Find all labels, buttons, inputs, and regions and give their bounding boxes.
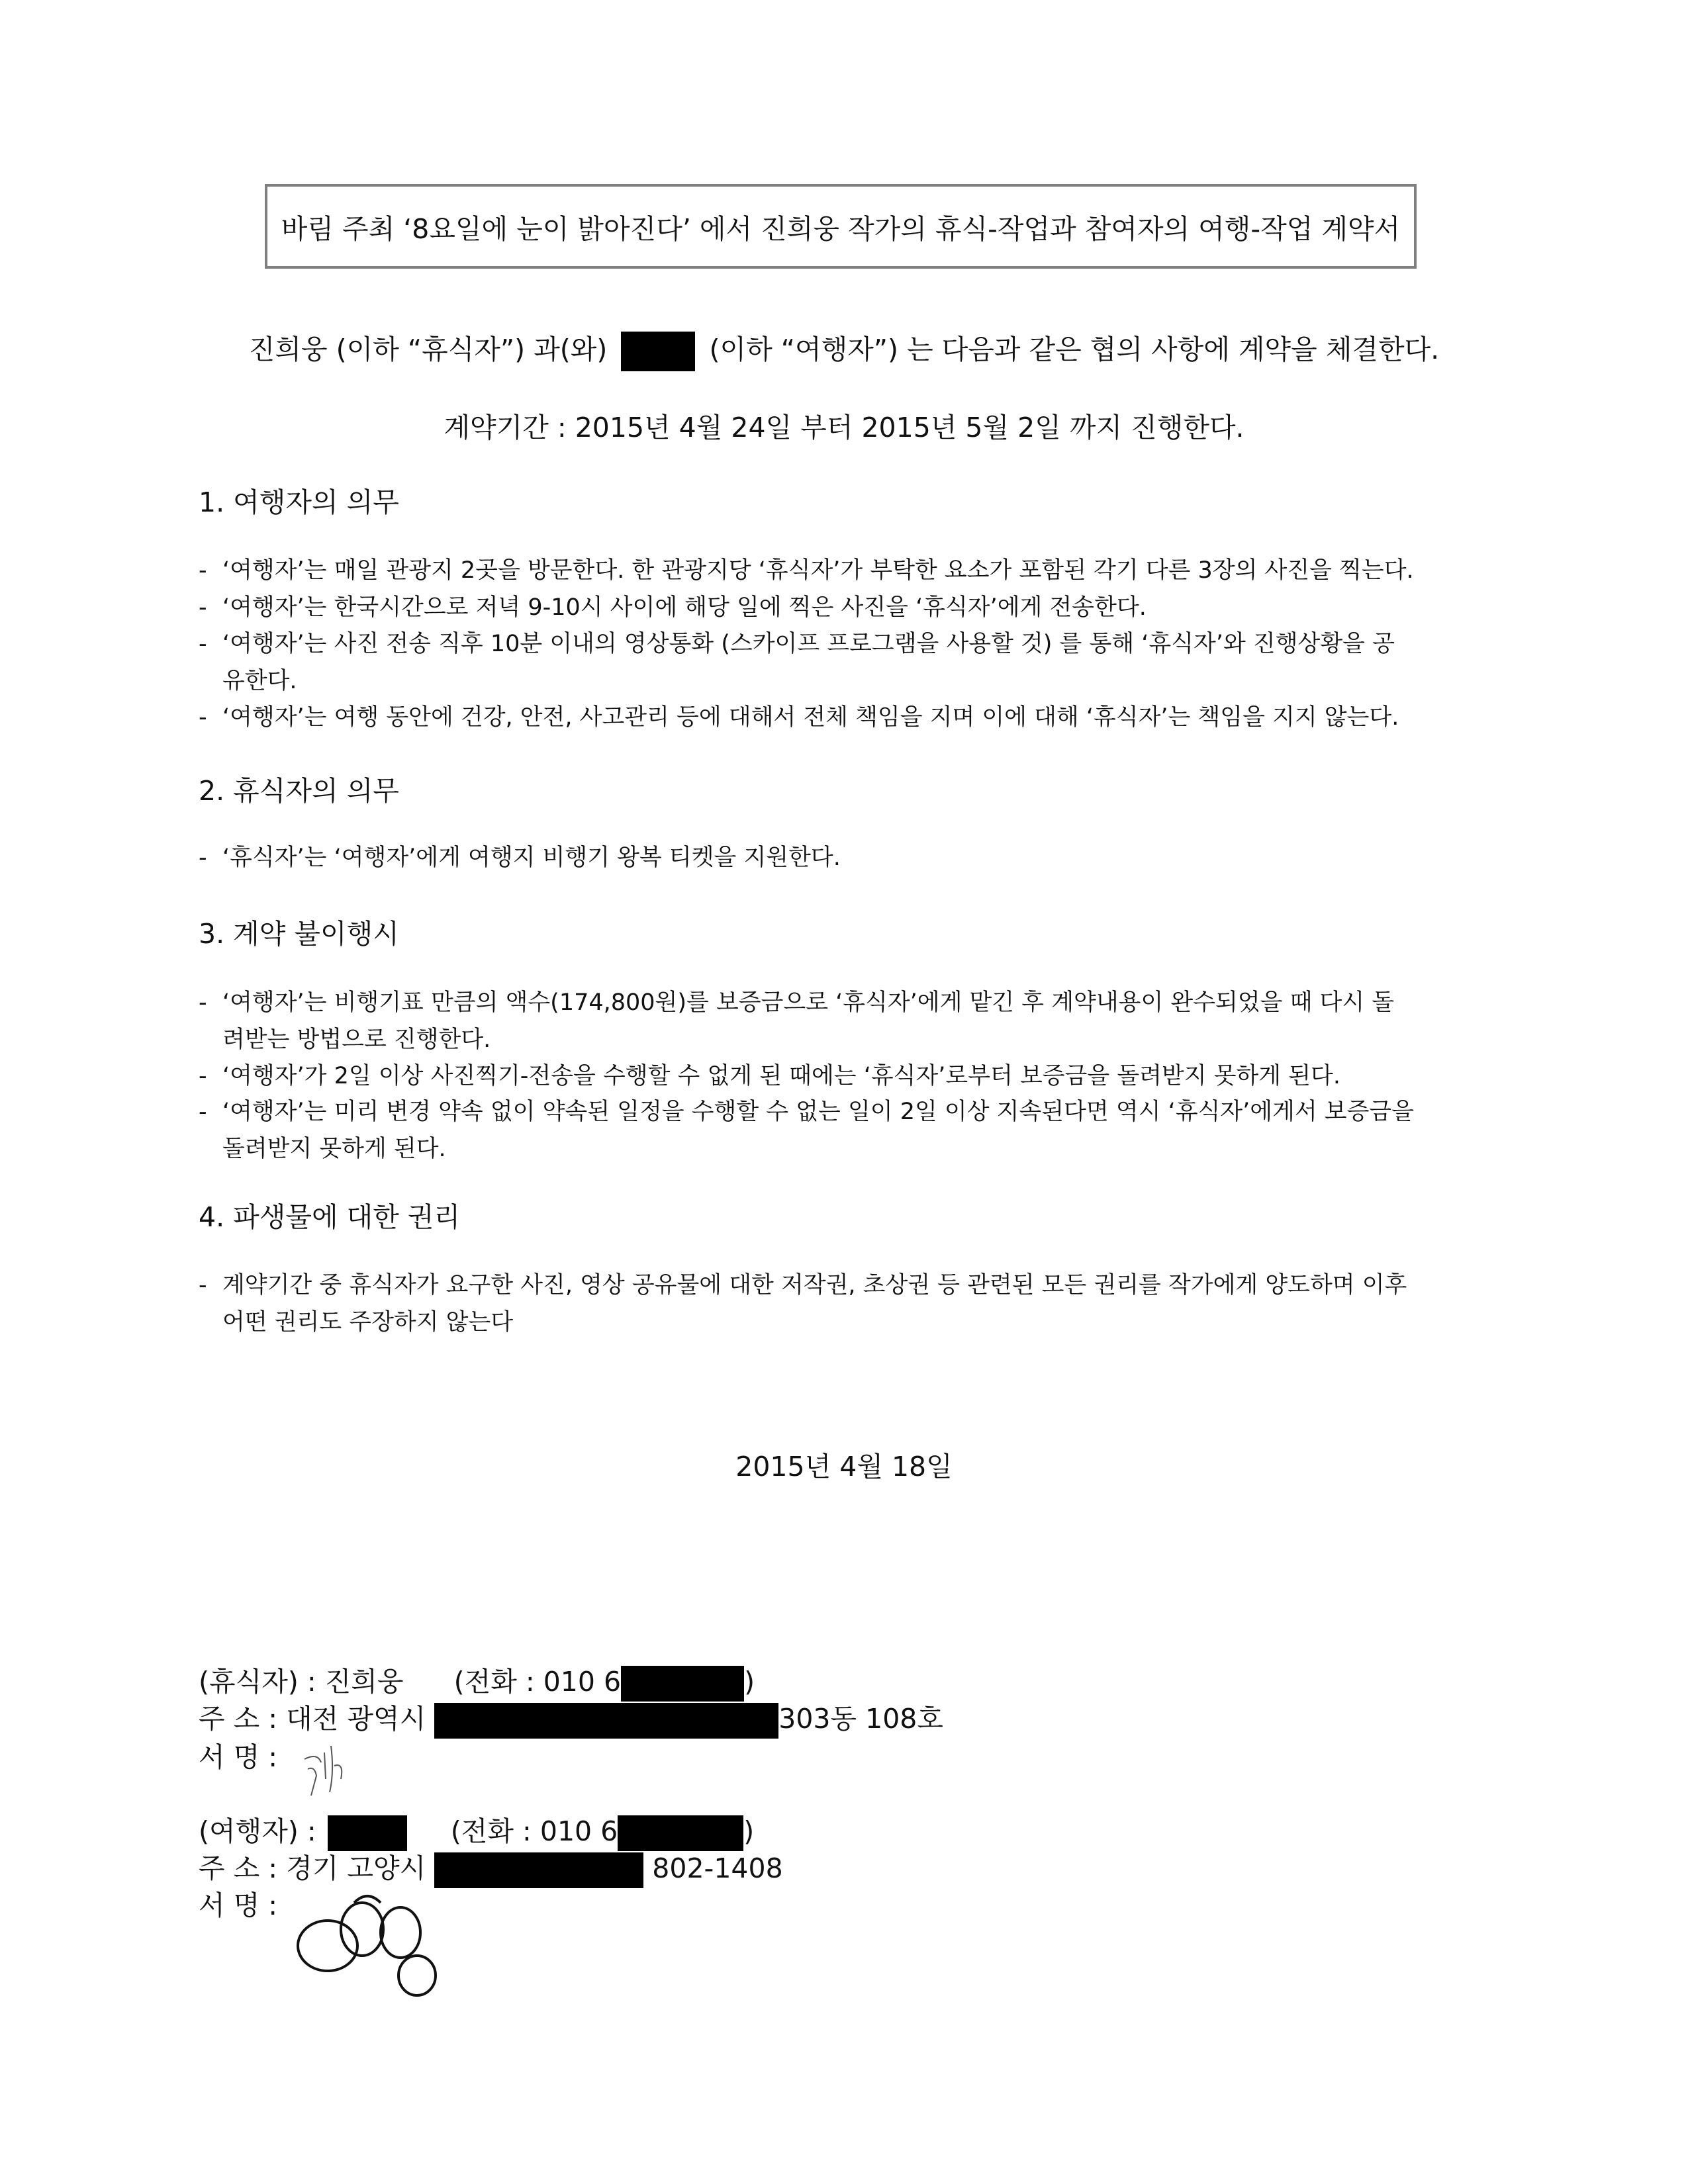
bullet-dash: - bbox=[199, 594, 207, 621]
section-3-item-2-text: ‘여행자’가 2일 이상 사진찍기-전송을 수행할 수 없게 된 때에는 ‘휴식자’로부터 보증금을 돌려받지 못하게 된다. bbox=[222, 1063, 1340, 1089]
traveler-name-line bbox=[199, 1809, 754, 1851]
bullet-dash: - bbox=[199, 989, 207, 1016]
traveler-phone-suffix: ) bbox=[743, 1815, 755, 1847]
section-4-item-1-text: 계약기간 중 휴식자가 요구한 사진, 영상 공유물에 대한 저작권, 초상권 등 관련된 모든 권리를 작가에게 양도하며 이후 어떤 권리도 주장하지 않는다 bbox=[222, 1272, 1407, 1336]
section-3-title: 3. 계약 불이행시 bbox=[199, 918, 399, 950]
traveler-address-line bbox=[199, 1846, 783, 1888]
section-1-title: 1. 여행자의 의무 bbox=[199, 486, 399, 518]
traveler-address-prefix: 주 소 : 경기 고양시 bbox=[199, 1852, 426, 1884]
redacted-traveler-phone bbox=[618, 1815, 743, 1851]
section-1-item-2-text: ‘여행자’는 한국시간으로 저녁 9-10시 사이에 해당 일에 찍은 사진을 ‘휴식자’에게 전송한다. bbox=[222, 594, 1147, 621]
traveler-phone-prefix: (전화 : 010 6 bbox=[450, 1815, 618, 1847]
section-4-title: 4. 파생물에 대한 권리 bbox=[199, 1201, 461, 1233]
rester-role-name: (휴식자) : 진희웅 bbox=[199, 1666, 404, 1698]
redacted-traveler-name-sig bbox=[328, 1815, 407, 1851]
bullet-dash: - bbox=[199, 1063, 207, 1089]
redacted-rester-address bbox=[434, 1703, 778, 1739]
rester-address-suffix: 303동 108호 bbox=[778, 1703, 943, 1735]
section-1-item-3-text: ‘여행자’는 사진 전송 직후 10분 이내의 영상통화 (스카이프 프로그램을 사용할 것) 를 통해 ‘휴식자’와 진행상황을 공 유한다. bbox=[222, 631, 1395, 694]
traveler-role-name: (여행자) : bbox=[199, 1815, 316, 1847]
rester-sign-label: 서 명 : bbox=[199, 1741, 278, 1773]
section-1-item-1-text: ‘여행자’는 매일 관광지 2곳을 방문한다. 한 관광지당 ‘휴식자’가 부탁한 요소가 포함된 각기 다른 3장의 사진을 찍는다. bbox=[222, 557, 1414, 584]
section-3-item-3-text: ‘여행자’는 미리 변경 약속 없이 약속된 일정을 수행할 수 없는 일이 2일 이상 지속된다면 역시 ‘휴식자’에게서 보증금을 돌려받지 못하게 된다. bbox=[222, 1099, 1415, 1162]
redacted-rester-phone bbox=[621, 1666, 744, 1702]
rester-phone-prefix: (전화 : 010 6 bbox=[453, 1666, 622, 1698]
intro-after: (이하 “여행자”) 는 다음과 같은 협의 사항에 계약을 체결한다. bbox=[709, 334, 1440, 365]
traveler-address-suffix: 802-1408 bbox=[652, 1852, 783, 1884]
document-title-box bbox=[265, 184, 1417, 269]
rester-sign-line bbox=[199, 1735, 277, 1774]
rester-address-prefix: 주 소 : 대전 광역시 bbox=[199, 1703, 426, 1735]
bullet-dash: - bbox=[199, 704, 207, 731]
bullet-dash: - bbox=[199, 631, 207, 657]
intro-before: 진희웅 (이하 “휴식자”) 과(와) bbox=[248, 334, 608, 365]
contract-period: 계약기간 : 2015년 4월 24일 부터 2015년 5월 2일 까지 진행한다. bbox=[444, 412, 1244, 443]
contract-date: 2015년 4월 18일 bbox=[735, 1451, 953, 1482]
bullet-dash: - bbox=[199, 844, 207, 871]
rester-signature-image bbox=[285, 1733, 364, 1812]
section-2-title: 2. 휴식자의 의무 bbox=[199, 775, 399, 807]
document-title: 바림 주최 ‘8요일에 눈이 밝아진다’ 에서 진희웅 작가의 휴식-작업과 참여자의 여행-작업 계약서 bbox=[281, 212, 1401, 245]
rester-phone-suffix: ) bbox=[744, 1666, 755, 1698]
section-3-item-1-text: ‘여행자’는 비행기표 만큼의 액수(174,800원)를 보증금으로 ‘휴식자’에게 맡긴 후 계약내용이 완수되었을 때 다시 돌 려받는 방법으로 진행한다. bbox=[222, 989, 1395, 1053]
rester-name-line bbox=[199, 1660, 755, 1702]
traveler-sign-line bbox=[199, 1884, 277, 1923]
traveler-sign-label: 서 명 : bbox=[199, 1889, 278, 1921]
bullet-dash: - bbox=[199, 557, 207, 584]
bullet-dash: - bbox=[199, 1099, 207, 1125]
section-1-item-4-text: ‘여행자’는 여행 동안에 건강, 안전, 사고관리 등에 대해서 전체 책임을 지며 이에 대해 ‘휴식자’는 책임을 지지 않는다. bbox=[222, 704, 1399, 731]
intro-line bbox=[0, 328, 1688, 371]
redacted-traveler-name bbox=[621, 332, 695, 371]
traveler-signature-image bbox=[288, 1866, 453, 1999]
redacted-traveler-address bbox=[434, 1852, 643, 1888]
section-2-item-1-text: ‘휴식자’는 ‘여행자’에게 여행지 비행기 왕복 티켓을 지원한다. bbox=[222, 844, 841, 871]
bullet-dash: - bbox=[199, 1272, 207, 1298]
